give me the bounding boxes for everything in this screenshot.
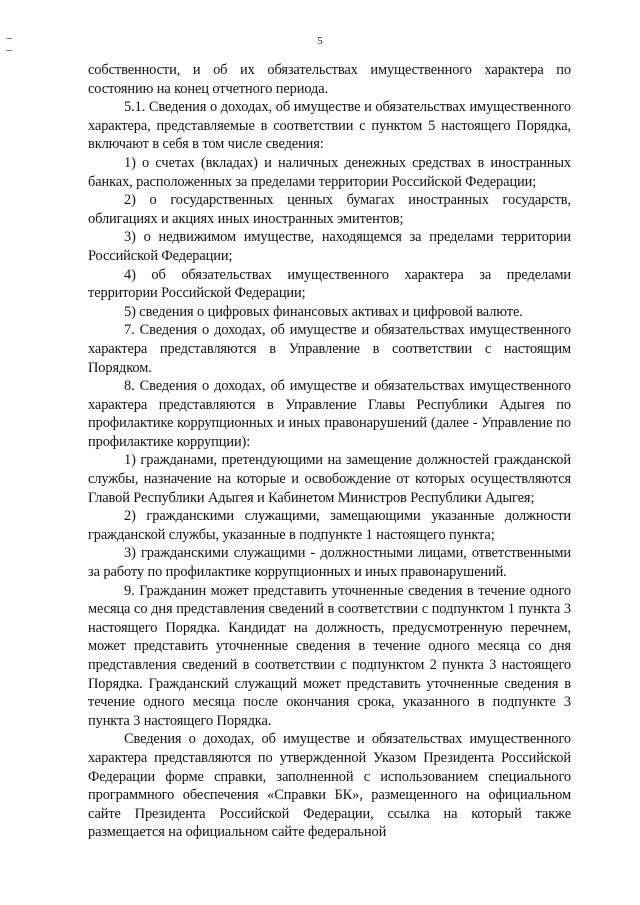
list-item-8-2: 2) гражданскими служащими, замещающими указанные должности гражданской службы, указанные в подпункте 1 настоящего пункта; <box>88 508 571 543</box>
list-item-5-1-2: 2) о государственных ценных бумагах иностранных государств, облигациях и акциях иных иностранных эмитентов; <box>88 192 571 227</box>
document-body <box>88 61 571 842</box>
list-item-8-3: 3) гражданскими служащими - должностными лицами, ответственными за работу по профилактике коррупционных и иных правонарушений. <box>88 545 571 581</box>
paragraph-5-1: 5.1. Сведения о доходах, об имуществе и обязательствах имущественного характера, представляемые в соответствии с пунктом 5 настоящего Порядка, включают в себя в том числе сведения: <box>88 99 571 153</box>
list-item-5-1-3: 3) о недвижимом имуществе, находящемся за пределами территории Российской Федерации; <box>88 229 571 264</box>
paragraph-8: 8. Сведения о доходах, об имуществе и обязательствах имущественного характера представляются в Управление Главы Республики Адыгея по профилактике коррупционных и иных правонарушений (далее - Управление по профилактике коррупции): <box>88 378 571 450</box>
paragraph-9: 9. Гражданин может представить уточненные сведения в течение одного месяца со дня представления сведений в соответствии с подпунктом 1 пункта 3 настоящего Порядка. Кандидат на должность, предусмотренную перечнем, может представить уточненные сведения в течение одного месяца со дня представления сведений в соответствии с подпунктом 2 пункта 3 настоящего Порядка. Гражданский служащий может представить уточненные сведения в течение одного месяца после окончания срока, указанного в подпункте 3 пункта 3 настоящего Порядка. <box>88 582 571 729</box>
paragraph-form: Сведения о доходах, об имуществе и обязательствах имущественного характера представляются по утвержденной Указом Президента Российской Федерации форме справки, заполненной с использованием специального программного обеспечения «Справки БК», размещенного на официальном сайте Президента Российской Федерации, ссылка на который также размещается на официальном сайте федеральной <box>88 731 571 841</box>
paragraph-continuation: собственности, и об их обязательствах имущественного характера по состоянию на конец отчетного периода. <box>88 62 571 97</box>
page-number: 5 <box>317 35 323 47</box>
list-item-8-1: 1) гражданами, претендующими на замещение должностей гражданской службы, назначение на которые и освобождение от которых осуществляются Главой Республики Адыгея и Кабинетом Министров Республики Адыгея; <box>88 452 571 506</box>
scan-mark <box>6 50 12 51</box>
paragraph-7: 7. Сведения о доходах, об имуществе и обязательствах имущественного характера представляются в Управление в соответствии с настоящим Порядком. <box>88 322 571 376</box>
list-item-5-1-5: 5) сведения о цифровых финансовых активах и цифровой валюте. <box>124 303 523 320</box>
list-item-5-1-4: 4) об обязательствах имущественного характера за пределами территории Российской Федерации; <box>88 266 571 302</box>
list-item-5-1-1: 1) о счетах (вкладах) и наличных денежных средствах в иностранных банках, расположенных за пределами территории Российской Федерации; <box>88 154 571 190</box>
